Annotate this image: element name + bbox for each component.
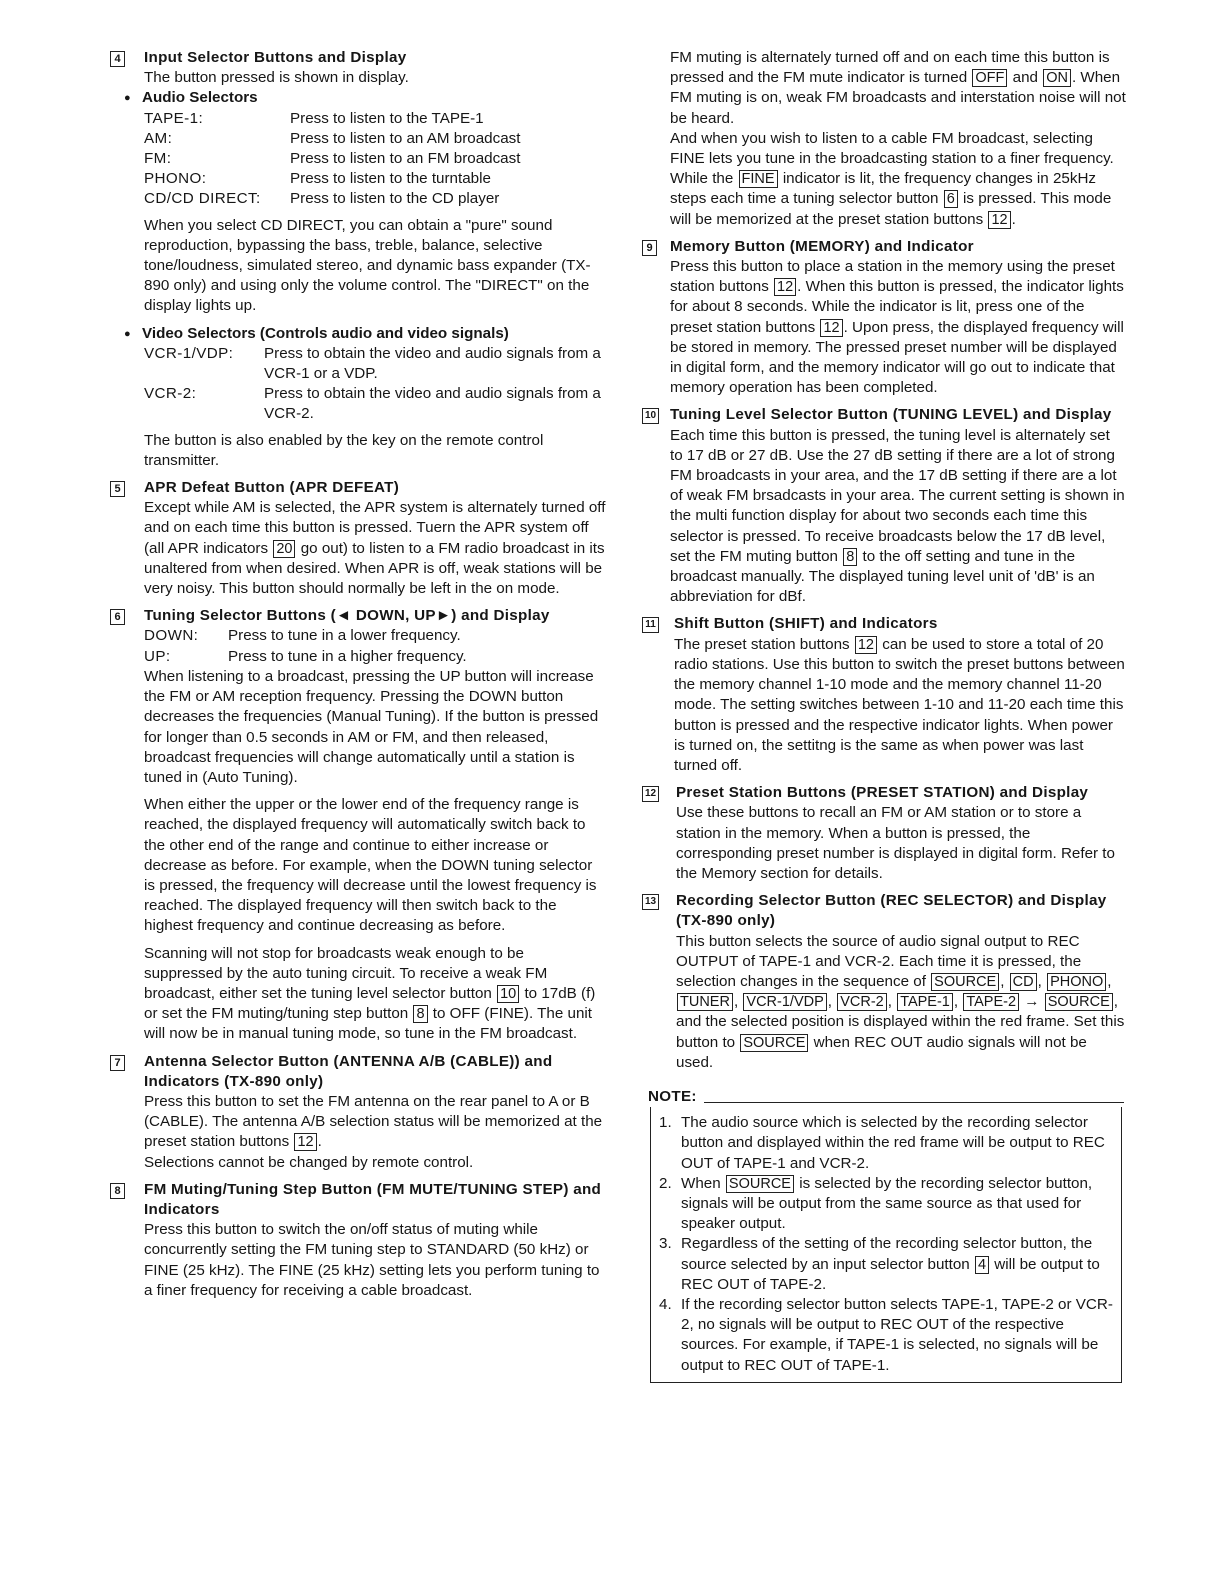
body-text: Except while AM is selected, the APR system is alternately turned off and on each time this button is pressed. Tuern the APR system off (all APR indicators	[144, 499, 606, 557]
ref-box: FINE	[739, 170, 778, 188]
tuning-paragraph-2: When either the upper or the lower end of the frequency range is reached, the displayed frequency will automatically switch back to the other end of the range and continue to either increase or decrease as before. For example, when the DOWN tuning selector is pressed, the frequency will decrease until the lowest frequency is reached. The displayed frequency will then switch back to the highest frequency and continue decreasing as before.	[144, 796, 597, 935]
note-number: 4.	[659, 1295, 672, 1313]
ref-box: 12	[774, 278, 796, 296]
list-key: TAPE-1:	[144, 109, 204, 127]
fm-muting-continued	[638, 48, 1126, 230]
list-value: Press to listen to the turntable	[290, 170, 491, 188]
section-title: Recording Selector Button (REC SELECTOR) and Display (TX-890 only)	[676, 892, 1107, 930]
body-text: to OFF (FINE). The unit will now be in manual tuning mode, so tune in the FM broadcast.	[144, 1005, 593, 1043]
section-body: Use these buttons to recall an FM or AM station or to store a station in the memory. When a button is pressed, the corresponding preset number is displayed in digital form. Refer to the Memory section for details.	[676, 804, 1115, 882]
ref-box: 12	[294, 1133, 316, 1151]
section-title: Antenna Selector Button (ANTENNA A/B (CABLE)) and Indicators (TX-890 only)	[144, 1052, 553, 1090]
note-number: 1.	[659, 1114, 672, 1132]
section-number: 8	[110, 1183, 125, 1199]
seq-box: VCR-1/VDP	[743, 993, 826, 1011]
right-column	[638, 48, 1126, 1383]
section-number: 4	[110, 51, 125, 67]
list-value: Press to obtain the video and audio signals from a VCR-1 or a VDP.	[264, 344, 601, 383]
tuning-paragraph-1: When listening to a broadcast, pressing the UP button will increase the FM or AM reception frequency. Pressing the DOWN button decreases the frequencies (Manual Tuning). If the button is pressed for longer than 0.5 seconds in AM or FM, and then released, broadcast frequencies will change automatically until a station is tuned in (Auto Tuning).	[144, 667, 599, 786]
section-memory	[638, 237, 1126, 399]
body-text: And when you wish to listen to a cable FM broadcast, selecting FINE lets you tune in the broadcasting station to a finer frequency. While the	[670, 129, 1114, 188]
ref-box: SOURCE	[740, 1034, 808, 1052]
note-number: 3.	[659, 1235, 672, 1253]
list-value: Press to listen to an AM broadcast	[290, 129, 521, 147]
list-key: PHONO:	[144, 170, 207, 188]
ref-box: 8	[413, 1005, 427, 1023]
section-body	[144, 1092, 606, 1153]
remote-paragraph: The button is also enabled by the key on the remote control transmitter.	[144, 431, 544, 469]
list-key: VCR-2:	[144, 385, 197, 403]
video-selectors-heading: ● Video Selectors (Controls audio and video signals)	[124, 324, 606, 344]
body-text: . When this button is pressed, the indicator lights for about 8 seconds. While the indicator is lit, press one of the preset station buttons	[670, 278, 1124, 336]
seq-box: SOURCE	[931, 973, 999, 991]
list-key: CD/CD DIRECT:	[144, 190, 261, 208]
note-item	[659, 1113, 1115, 1174]
section-number: 9	[642, 240, 657, 256]
list-value: Press to listen to an FM broadcast	[290, 150, 521, 168]
section-title: Tuning Selector Buttons (◄ DOWN, UP►) and Display	[144, 607, 550, 625]
section-number: 11	[642, 617, 659, 633]
section-number: 12	[642, 786, 659, 802]
section-preset-station	[638, 783, 1126, 884]
list-key: AM:	[144, 129, 173, 147]
ref-box: 6	[944, 190, 958, 208]
section-number: 7	[110, 1055, 125, 1071]
list-value: Press to listen to the TAPE-1	[290, 109, 484, 127]
section-title: APR Defeat Button (APR DEFEAT)	[144, 479, 400, 497]
section-body	[670, 257, 1126, 398]
audio-selectors-heading: ● Audio Selectors	[124, 88, 606, 108]
body-text: Press this button to place a station in the memory using the preset station buttons	[670, 258, 1115, 296]
section-tuning-level	[638, 405, 1126, 607]
fm-muting-cont-paragraph-2	[670, 129, 1126, 230]
fm-muting-cont-paragraph-1	[670, 48, 1126, 129]
body-text: . Upon press, the displayed frequency will be stored in memory. The pressed preset number will be displayed in digital form, and the memory indicator will go out to indicate that memory operation has been completed.	[670, 318, 1124, 397]
section-tuning-selector	[106, 606, 606, 1044]
seq-box: SOURCE	[1045, 993, 1113, 1011]
body-text: Press this button to set the FM antenna on the rear panel to A or B (CABLE). The antenna A/B selection status will be memorized at the preset station buttons	[144, 1092, 603, 1151]
note-text: is selected by the recording selector button, signals will be output from the same source as that used for speaker output.	[681, 1174, 1093, 1233]
tuning-list	[144, 626, 606, 666]
list-key: DOWN:	[144, 627, 199, 645]
list-value: Press to tune in a lower frequency.	[228, 627, 461, 645]
body-text: .	[317, 1133, 322, 1151]
seq-box: TAPE-1	[897, 993, 953, 1011]
list-value: Press to tune in a higher frequency.	[228, 647, 467, 665]
section-body	[144, 498, 606, 599]
section-body	[674, 635, 1126, 776]
note-item	[659, 1295, 1115, 1376]
audio-selector-list	[144, 109, 606, 210]
note-item	[659, 1234, 1115, 1295]
section-title: Shift Button (SHIFT) and Indicators	[674, 615, 938, 633]
section-body: This button selects the source of audio signal output to REC OUTPUT of TAPE-1 and VCR-2. Each time it is pressed, the selection changes in the sequence of SOURCE , CD , PHONO , TUNER , VCR-1/VDP , VCR-2 , TAPE-1 , TAPE-2 → SOURCE , and the selected position is displayed within the red frame. Set this button to SOURCE when REC OUT audio signals will not be used.	[676, 932, 1125, 1071]
section-input-selector	[106, 48, 606, 471]
section-number: 5	[110, 481, 125, 497]
section-number: 13	[642, 894, 659, 910]
body-text: can be used to store a total of 20 radio stations. Use this button to switch the preset buttons between the memory channel 1-10 mode and the memory channel 11-20 mode. The setting switches between 1-10 and 11-20 each time this button is pressed and the respective indicator lights. When power is turned on, the settitng is the same as when power was last turned off.	[674, 635, 1125, 774]
list-key: VCR-1/VDP:	[144, 344, 234, 362]
body-text: , and the selected position is displayed within the red frame. Set this button to	[676, 993, 1125, 1051]
body-text: indicator is lit, the frequency changes in 25kHz steps each time a tuning selector button	[670, 170, 1097, 208]
note-text: The audio source which is selected by the recording selector button and displayed within the red frame will be output to REC OUT of TAPE-1 and VCR-2.	[681, 1114, 1105, 1172]
ref-box: ON	[1043, 69, 1071, 87]
list-value: Press to listen to the CD player	[290, 190, 500, 208]
note-label: NOTE:	[638, 1087, 1126, 1107]
body-text: go out) to listen to a FM radio broadcast in its unaltered from when desired. When APR is off, weak stations will be very noisy. This button should normally be left in the on mode.	[144, 539, 605, 598]
section-rec-selector	[638, 891, 1126, 1073]
note-box	[650, 1107, 1122, 1383]
section-title: Memory Button (MEMORY) and Indicator	[670, 237, 974, 255]
ref-box: 12	[988, 211, 1010, 229]
body-text: This button selects the source of audio signal output to REC OUTPUT of TAPE-1 and VCR-2. Each time it is pressed, the selection changes in the sequence of	[676, 932, 1082, 990]
section-number: 10	[642, 408, 659, 424]
ref-box: 20	[273, 540, 295, 558]
video-selector-list	[144, 344, 606, 425]
note-text: If the recording selector button selects TAPE-1, TAPE-2 or VCR-2, no signals will be output to REC OUT of the respective sources. For example, if TAPE-1 is selected, no signals will be output to REC OUT of TAPE-1.	[681, 1295, 1113, 1374]
seq-box: PHONO	[1047, 973, 1106, 991]
section-body-2: Selections cannot be changed by remote control.	[144, 1153, 474, 1171]
note-text: will be output to REC OUT of TAPE-2.	[681, 1255, 1100, 1293]
body-text: to the off setting and tune in the broadcast manually. The displayed tuning level unit of 'dB' is an abbreviation for dBf.	[670, 547, 1095, 606]
section-antenna-selector	[106, 1052, 606, 1173]
list-key: UP:	[144, 647, 171, 665]
body-text: The preset station buttons	[674, 635, 850, 653]
section-body	[670, 426, 1126, 608]
ref-box: 10	[497, 985, 519, 1003]
body-text: .	[1011, 210, 1016, 228]
note-text: When	[681, 1174, 721, 1192]
section-title: Tuning Level Selector Button (TUNING LEVEL) and Display	[670, 406, 1112, 424]
left-column	[106, 48, 606, 1308]
seq-box: VCR-2	[837, 993, 887, 1011]
body-text: to 17dB (f) or set the FM muting/tuning step button	[144, 984, 596, 1023]
body-text: is pressed. This mode will be memorized at the preset station buttons	[670, 190, 1112, 228]
list-value: Press to obtain the video and audio signals from a VCR-2.	[264, 385, 601, 423]
cd-direct-paragraph: When you select CD DIRECT, you can obtain a "pure" sound reproduction, bypassing the bass, treble, balance, selective tone/loudness, simulated stereo, and dynamic bass expander (TX-890 only) and using only the volume control. The "DIRECT" on the display lights up.	[144, 216, 591, 315]
list-key: FM:	[144, 150, 172, 168]
ref-box: 12	[820, 319, 842, 337]
body-text: Each time this button is pressed, the tuning level is alternately set to 17 dB or 27 dB. Use the 27 dB setting if there are a lot of strong FM broadcasts in your area, and the 17 dB setting if there are a lot of weak FM brsadcasts in your area. The current setting is shown in the multi function display for about two seconds each time this selector is pressed. To receive broadcasts below the 17 dB level, set the FM muting button	[670, 426, 1125, 565]
ref-box: 4	[975, 1256, 989, 1274]
note-text: Regardless of the setting of the recording selector button, the source selected by an input selector button	[681, 1235, 1093, 1273]
body-text: and	[1012, 69, 1038, 87]
section-fm-muting	[106, 1180, 606, 1301]
arrow-icon: →	[1024, 993, 1040, 1011]
note-number: 2.	[659, 1174, 672, 1192]
tuning-paragraph-3	[144, 944, 606, 1045]
section-body: Press this button to switch the on/off status of muting while concurrently setting the FM tuning step to STANDARD (50 kHz) or FINE (25 kHz). The FINE (25 kHz) setting lets you perform tuning to a finer frequency for receiving a cable broadcast.	[144, 1221, 600, 1299]
seq-box: TAPE-2	[963, 993, 1019, 1011]
section-title: FM Muting/Tuning Step Button (FM MUTE/TUNING STEP) and Indicators	[144, 1180, 602, 1218]
ref-box: 8	[843, 548, 857, 566]
section-number: 6	[110, 609, 125, 625]
ref-box: SOURCE	[726, 1175, 794, 1193]
seq-box: TUNER	[677, 993, 733, 1011]
seq-box: CD	[1010, 973, 1037, 991]
body-text: when REC OUT audio signals will not be used.	[676, 1033, 1087, 1071]
ref-box: OFF	[972, 69, 1007, 87]
section-title: Preset Station Buttons (PRESET STATION) and Display	[676, 784, 1089, 802]
section-apr-defeat	[106, 478, 606, 599]
body-text: . When FM muting is on, weak FM broadcasts and interstation noise will not be heard.	[670, 69, 1126, 127]
section-intro: The button pressed is shown in display.	[144, 69, 409, 87]
section-shift	[638, 614, 1126, 776]
ref-box: 12	[855, 636, 877, 654]
body-text: FM muting is alternately turned off and on each time this button is pressed and the FM mute indicator is turned	[670, 49, 1110, 87]
body-text: Scanning will not stop for broadcasts weak enough to be suppressed by the auto tuning circuit. To receive a weak FM broadcast, either set the tuning level selector button	[144, 944, 548, 1002]
section-title: Input Selector Buttons and Display	[144, 49, 407, 66]
note-item	[659, 1174, 1115, 1235]
